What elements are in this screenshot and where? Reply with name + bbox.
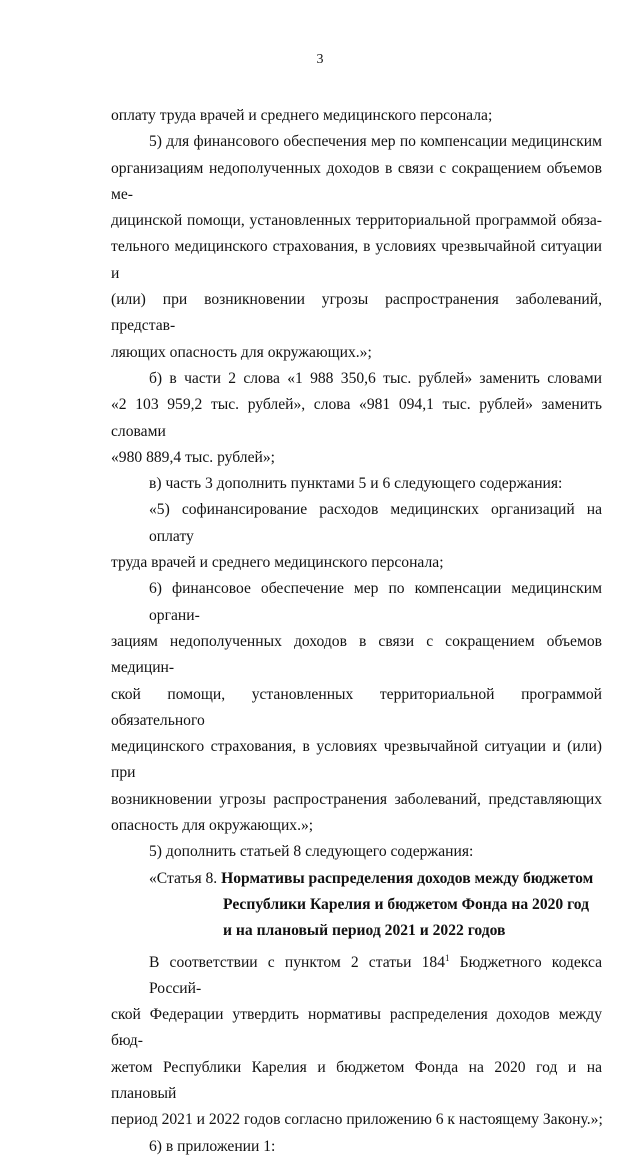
- text-line: 6) в приложении 1:: [149, 1137, 276, 1155]
- article-title: Нормативы распределения доходов между бюджетом: [221, 869, 594, 887]
- text-line: опасность для окружающих.»;: [111, 817, 314, 835]
- text-line: «5) софинансирование расходов медицинских организаций на оплату: [149, 501, 602, 545]
- article-prefix: «Статья 8.: [149, 869, 222, 887]
- text-line: ляющих опасность для окружающих.»;: [111, 343, 372, 361]
- text-line: период 2021 и 2022 годов согласно приложению 6 к настоящему Закону.»;: [111, 1111, 603, 1129]
- text-line: зациям недополученных доходов в связи с сокращением объемов медицин-: [111, 632, 602, 677]
- superscript: 1: [445, 952, 450, 963]
- text-segment: Бюджетного кодекса Россий-: [149, 953, 602, 997]
- text-line: медицинского страхования, в условиях чрезвычайной ситуации и (или) при: [111, 738, 602, 782]
- text-line: [111, 945, 602, 1003]
- text-line: ской Федерации утвердить нормативы распределения доходов между бюд-: [111, 1006, 602, 1050]
- text-line: «980 889,4 тыс. рублей»;: [111, 448, 275, 466]
- text-line: 5) для финансового обеспечения мер по компенсации медицинским: [149, 133, 602, 151]
- text-segment: В соответствии с пунктом 2 статьи 184: [149, 953, 446, 971]
- text-line: (или) при возникновении угрозы распространения заболеваний, представ-: [111, 291, 602, 335]
- text-line: дицинской помощи, установленных территориальной программой обяза-: [111, 212, 602, 230]
- text-line: тельного медицинского страхования, в условиях чрезвычайной ситуации и: [111, 238, 602, 282]
- text-line: 5) дополнить статьей 8 следующего содержания:: [149, 843, 474, 861]
- page-number: 3: [316, 52, 324, 67]
- text-line: 6) финансовое обеспечение мер по компенсации медицинским органи-: [149, 580, 602, 624]
- article-title-line: и на плановый период 2021 и 2022 годов: [223, 922, 506, 940]
- text-line: оплату труда врачей и среднего медицинского персонала;: [111, 107, 493, 124]
- text-line: возникновении угрозы распространения заболеваний, представляющих: [111, 790, 602, 808]
- text-line: труда врачей и среднего медицинского персонала;: [111, 554, 444, 572]
- text-line: организациям недополученных доходов в связи с сокращением объемов ме-: [111, 159, 602, 203]
- text-line: «2 103 959,2 тыс. рублей», слова «981 094,1 тыс. рублей» заменить словами: [111, 396, 602, 440]
- article-heading-line: [111, 866, 602, 892]
- text-line: б) в части 2 слова «1 988 350,6 тыс. рублей» заменить словами: [149, 369, 602, 387]
- body-text: [111, 103, 602, 1160]
- article-title-line: Республики Карелия и бюджетом Фонда на 2020 год: [223, 895, 590, 913]
- text-line: ской помощи, установленных территориальной программой обязательного: [111, 685, 602, 729]
- text-line: в) часть 3 дополнить пунктами 5 и 6 следующего содержания:: [149, 475, 563, 493]
- text-line: жетом Республики Карелия и бюджетом Фонда на 2020 год и на плановый: [111, 1058, 602, 1102]
